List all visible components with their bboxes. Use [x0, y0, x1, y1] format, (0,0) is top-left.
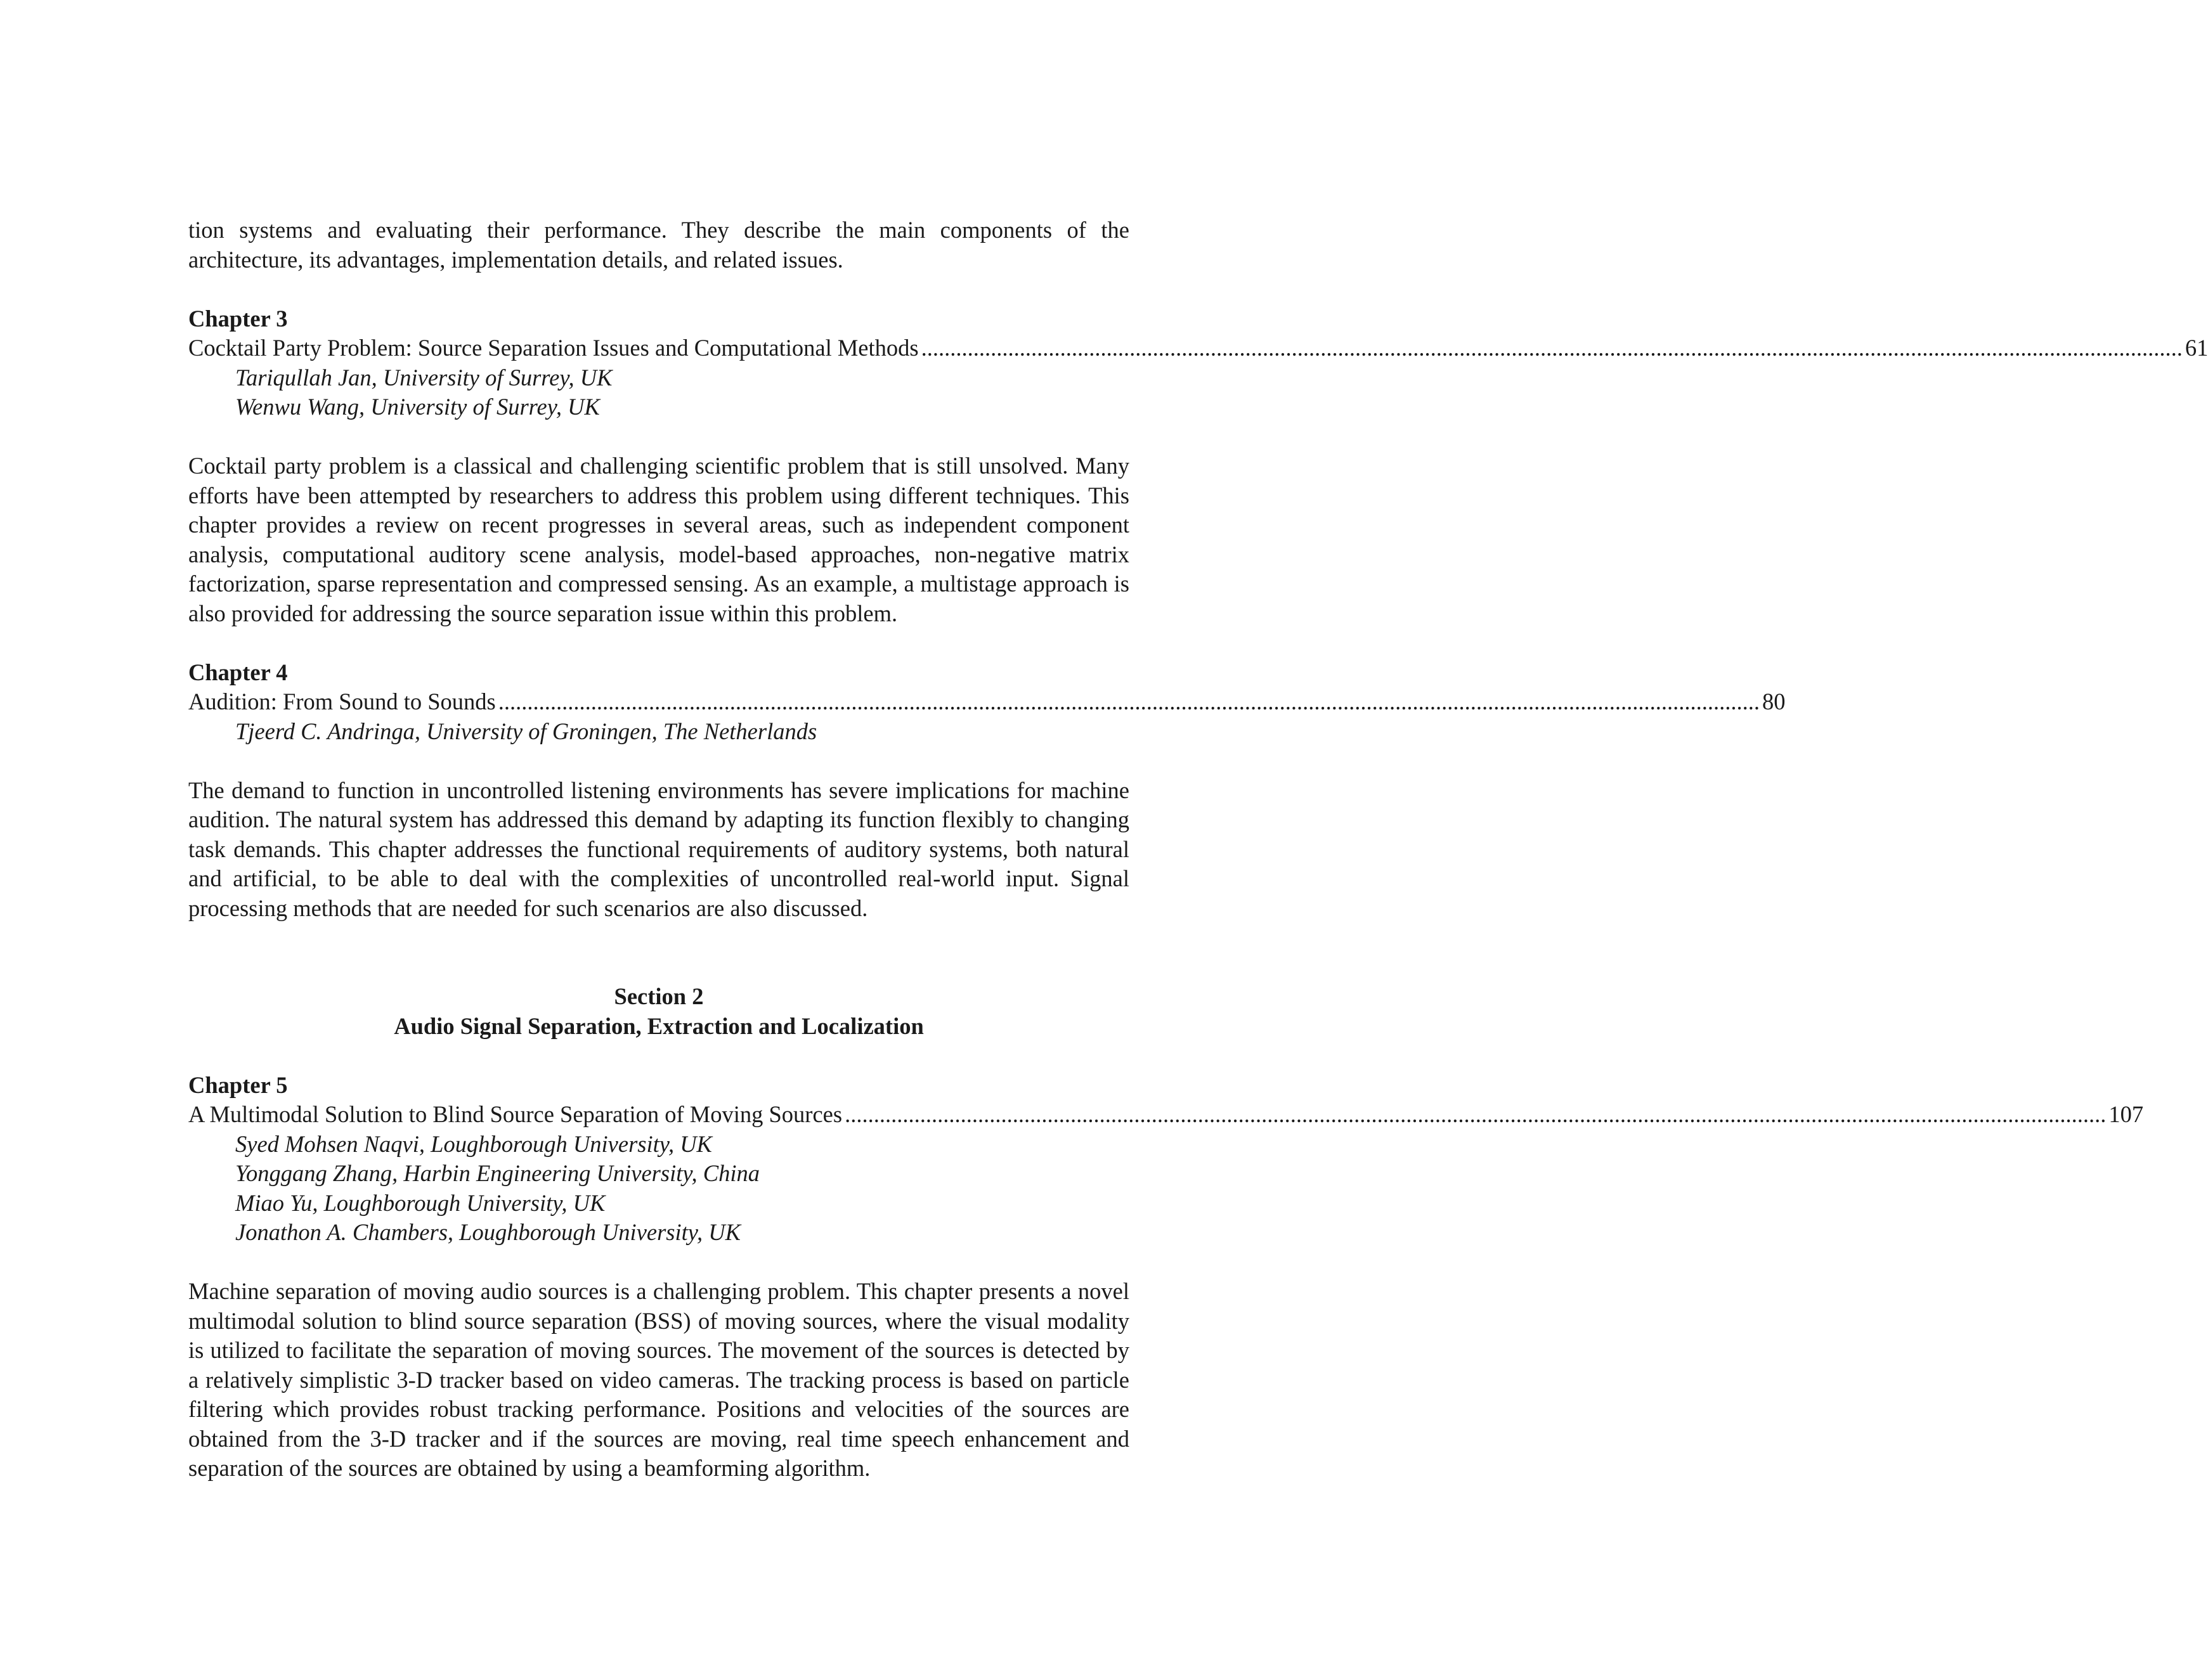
- author-line: Wenwu Wang, University of Surrey, UK: [235, 394, 600, 420]
- toc-page: [188, 216, 2208, 1483]
- section-heading: [188, 982, 1129, 1041]
- chapter-title-line[interactable]: [188, 1100, 2144, 1130]
- chapter-entry: [188, 1071, 2144, 1483]
- chapter-label: Chapter 3: [188, 305, 288, 332]
- chapter-entry: [188, 304, 2208, 629]
- intro-paragraph: tion systems and evaluating their performance. They describe the main components of the architecture, its advantages, implementation details, and related issues.: [188, 217, 1129, 273]
- chapter-entry: [188, 658, 1786, 924]
- author-line: Miao Yu, Loughborough University, UK: [235, 1189, 606, 1216]
- section-label: Section 2: [614, 983, 704, 1009]
- page-number: 61: [2185, 335, 2208, 361]
- chapter-abstract: The demand to function in uncontrolled listening environments has severe implications for machine audition. The natural system has addressed this demand by adapting its function flexibly to changing task demands. This chapter addresses the functional requirements of auditory systems, both natural and artificial, to be able to deal with the complexities of uncontrolled real-world input. Signal processing methods that are needed for such scenarios are also discussed.: [188, 777, 1129, 921]
- section-title: Audio Signal Separation, Extraction and Localization: [394, 1012, 924, 1039]
- author-line: Syed Mohsen Naqvi, Loughborough University, UK: [235, 1130, 712, 1157]
- dot-leader: ..........................................................................................................................................................................................................................: [921, 335, 2183, 361]
- dot-leader: ..........................................................................................................................................................................................................................: [498, 688, 1760, 714]
- chapter-title-line[interactable]: [188, 687, 1786, 717]
- chapter-title[interactable]: Cocktail Party Problem: Source Separation Issues and Computational Methods: [188, 335, 919, 361]
- chapter-abstract: Cocktail party problem is a classical and challenging scientific problem that is still unsolved. Many efforts have been attempted by researchers to address this problem using different techniques. This chapter provides a review on recent progresses in several areas, such as independent component analysis, computational auditory scene analysis, model-based approaches, non-negative matrix factorization, sparse representation and compressed sensing. As an example, a multistage approach is also provided for addressing the source separation issue within this problem.: [188, 453, 1129, 626]
- page-number: 80: [1762, 688, 1786, 714]
- chapter-label: Chapter 4: [188, 659, 288, 685]
- author-line: Yonggang Zhang, Harbin Engineering University, China: [235, 1160, 760, 1186]
- author-line: Jonathon A. Chambers, Loughborough University, UK: [235, 1219, 741, 1245]
- chapter-label: Chapter 5: [188, 1071, 288, 1098]
- chapter-title[interactable]: A Multimodal Solution to Blind Source Separation of Moving Sources: [188, 1101, 843, 1127]
- chapter-abstract: Machine separation of moving audio sources is a challenging problem. This chapter presents a novel multimodal solution to blind source separation (BSS) of moving sources, where the visual modality is utilized to facilitate the separation of moving sources. The movement of the sources is detected by a relatively simplistic 3-D tracker based on video cameras. The tracking process is based on particle filtering which provides robust tracking performance. Positions and velocities of the sources are obtained from the 3-D tracker and if the sources are moving, real time speech enhancement and separation of the sources are obtained by using a beamforming algorithm.: [188, 1278, 1129, 1481]
- page-number: 107: [2108, 1101, 2144, 1127]
- author-line: Tjeerd C. Andringa, University of Groningen, The Netherlands: [235, 718, 817, 744]
- dot-leader: ..........................................................................................................................................................................................................................: [845, 1101, 2107, 1127]
- author-line: Tariqullah Jan, University of Surrey, UK: [235, 364, 613, 391]
- chapter-title[interactable]: Audition: From Sound to Sounds: [188, 688, 496, 714]
- chapter-title-line[interactable]: [188, 333, 2208, 363]
